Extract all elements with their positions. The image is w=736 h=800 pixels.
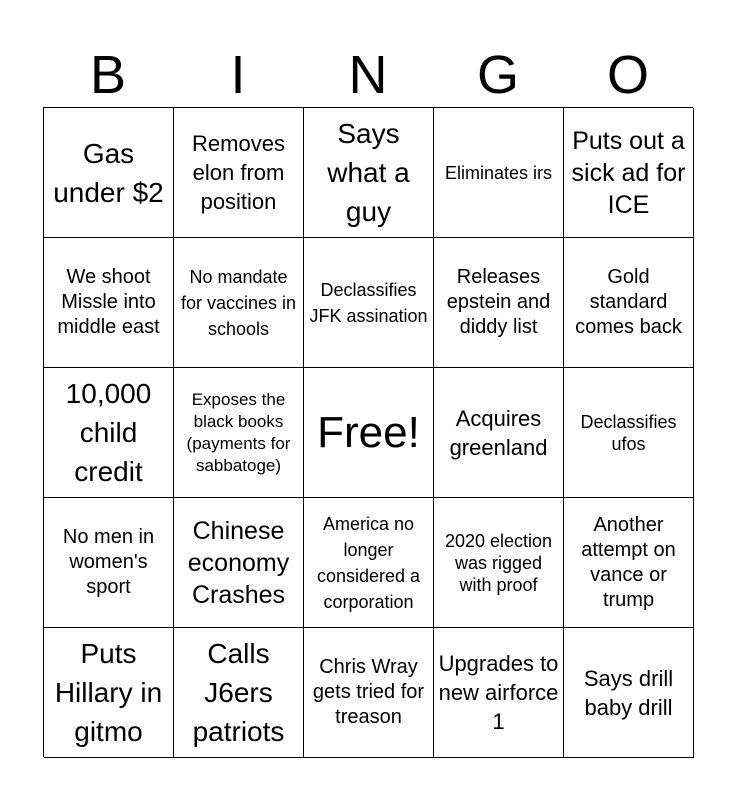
cell-text: Calls J6ers patriots: [192, 638, 285, 747]
cell-text: Exposes the black books (payments for sabbatoge): [186, 389, 291, 475]
cell-text: 2020 election was rigged with proof: [444, 530, 553, 595]
bingo-cell[interactable]: [434, 498, 564, 628]
bingo-cell[interactable]: [174, 238, 304, 368]
bingo-cell[interactable]: [434, 628, 564, 758]
cell-text: Chinese economy Crashes: [187, 516, 290, 609]
bingo-cell[interactable]: [44, 238, 174, 368]
bingo-cell[interactable]: [304, 108, 434, 238]
header-letter-g: G: [476, 45, 519, 105]
bingo-cell[interactable]: [44, 108, 174, 238]
bingo-cell[interactable]: [174, 368, 304, 498]
free-space-cell[interactable]: [304, 368, 434, 498]
cell-text: Declassifies ufos: [580, 411, 677, 454]
cell-text: Gas under $2: [53, 137, 164, 208]
header-letter-n: N: [348, 45, 388, 105]
bingo-cell[interactable]: [564, 108, 694, 238]
cell-text: Removes elon from position: [192, 131, 285, 214]
bingo-cell[interactable]: [564, 238, 694, 368]
bingo-grid: [43, 107, 693, 757]
header-letter-b: B: [89, 45, 127, 105]
bingo-cell[interactable]: [44, 498, 174, 628]
cell-text: America no longer considered a corporation: [316, 513, 421, 612]
cell-text: Another attempt on vance or trump: [581, 513, 676, 611]
cell-text: Puts Hillary in gitmo: [54, 638, 163, 747]
cell-text: Chris Wray gets tried for treason: [312, 656, 425, 728]
bingo-cell[interactable]: [564, 628, 694, 758]
cell-text: Eliminates irs: [444, 162, 553, 183]
bingo-cell[interactable]: [434, 108, 564, 238]
cell-text: No men in women's sport: [62, 526, 155, 598]
cell-text: Says what a guy: [327, 118, 410, 227]
bingo-cell[interactable]: [304, 628, 434, 758]
free-space-text: Free!: [317, 407, 420, 457]
bingo-cell[interactable]: [44, 368, 174, 498]
bingo-cell[interactable]: [564, 498, 694, 628]
bingo-cell[interactable]: [44, 628, 174, 758]
bingo-cell[interactable]: [174, 108, 304, 238]
cell-text: Acquires greenland: [449, 405, 548, 460]
cell-text: No mandate for vaccines in schools: [180, 266, 297, 339]
cell-text: 10,000 child credit: [65, 378, 152, 487]
bingo-cell[interactable]: [434, 238, 564, 368]
bingo-cell[interactable]: [564, 368, 694, 498]
bingo-cell[interactable]: [304, 238, 434, 368]
cell-text: Puts out a sick ad for ICE: [571, 126, 686, 219]
bingo-cell[interactable]: [304, 498, 434, 628]
cell-text: Gold standard comes back: [575, 266, 682, 338]
header-letter-o: O: [606, 45, 649, 105]
cell-text: Releases epstein and diddy list: [446, 266, 551, 338]
cell-text: We shoot Missle into middle east: [57, 266, 160, 338]
bingo-cell[interactable]: [174, 628, 304, 758]
bingo-header: [43, 44, 693, 106]
bingo-cell[interactable]: [174, 498, 304, 628]
bingo-cell[interactable]: [434, 368, 564, 498]
cell-text: Declassifies JFK assination: [309, 279, 428, 326]
cell-text: Upgrades to new airforce 1: [438, 651, 559, 734]
cell-text: Says drill baby drill: [583, 665, 674, 720]
header-letter-i: I: [230, 45, 246, 105]
